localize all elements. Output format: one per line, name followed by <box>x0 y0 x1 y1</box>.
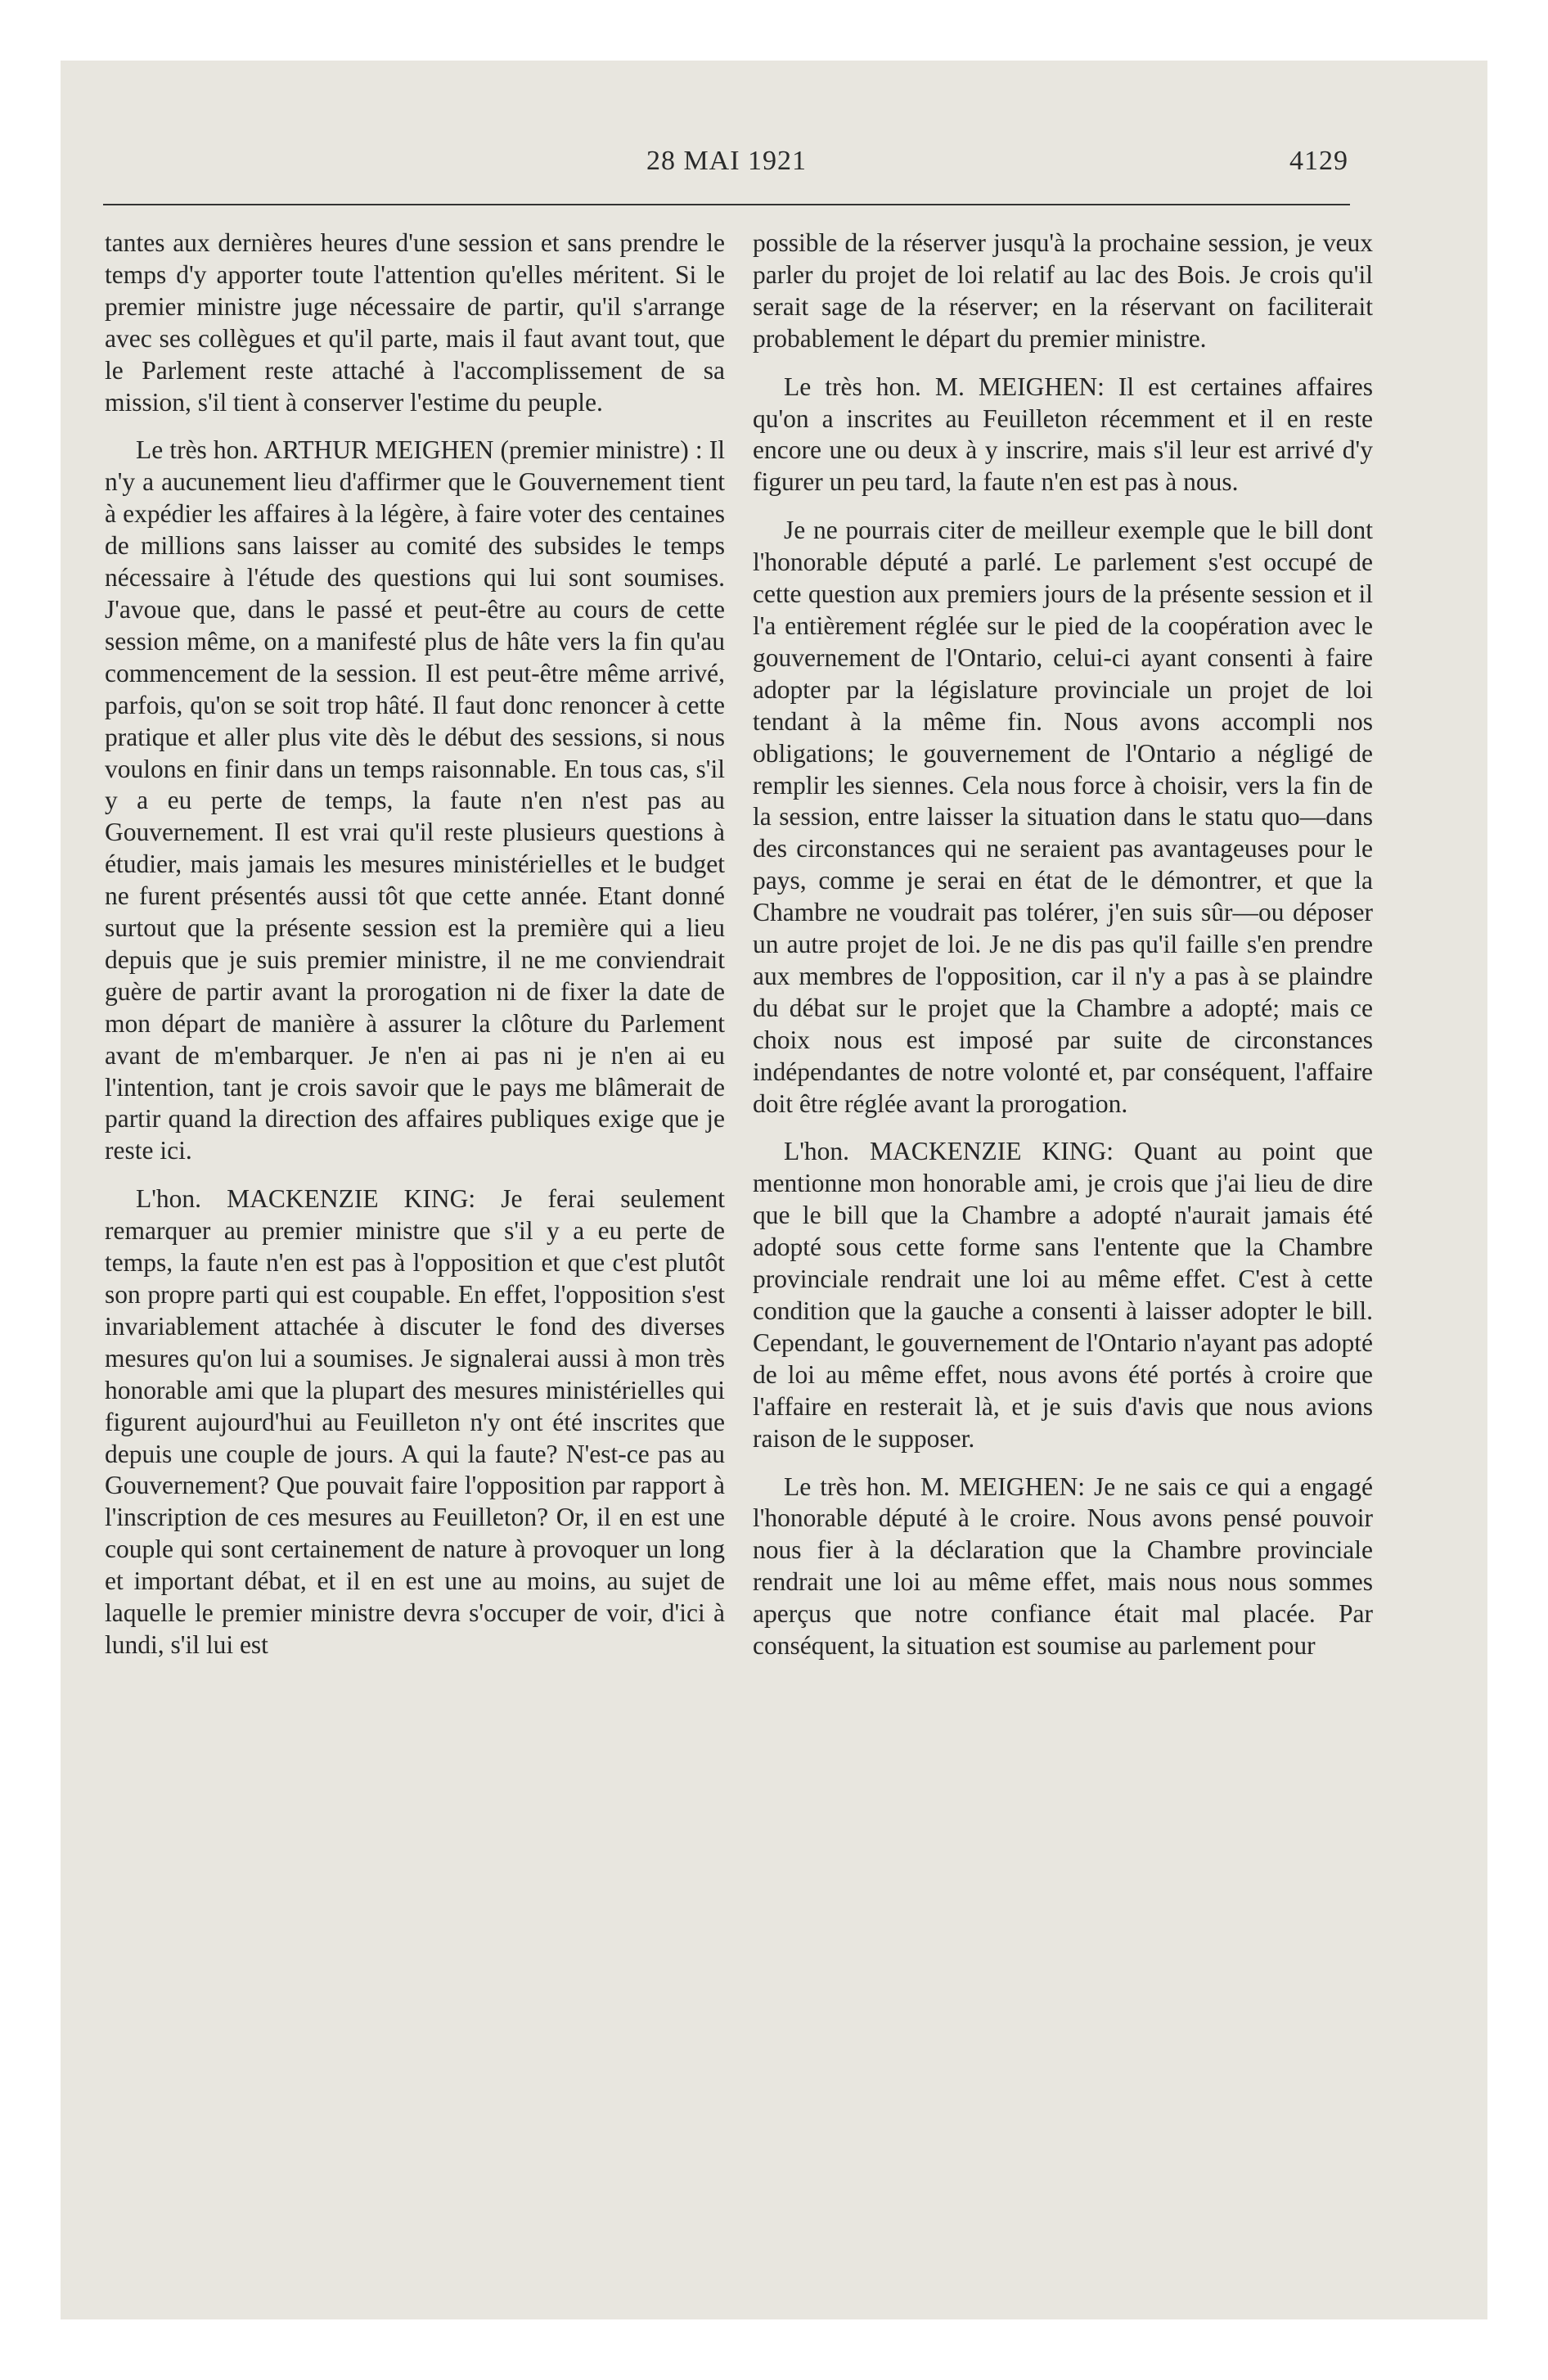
paragraph: L'hon. MACKENZIE KING: Quant au point que mentionne mon honorable ami, je crois que j'ai lieu de dire que le bill que la Chambre a adopté n'aurait jamais été adopté sous cette forme sans l'entente que la Chambre provinciale rendrait une loi au même effet. C'est à cette condition que la gauche a consenti à laisser adopter le bill. Cependant, le gouvernement de l'Ontario n'ayant pas adopté de loi au même effet, nous avons été portés à croire que l'affaire en resterait là, et je suis d'avis que nous avions raison de le supposer. <box>753 1137 1373 1453</box>
paragraph: tantes aux dernières heures d'une session et sans prendre le temps d'y apporter toute l'attention qu'elles méritent. Si le premier ministre juge nécessaire de partir, qu'il s'arrange avec ses collègues et qu'il parte, mais il faut avant tout, que le Parlement reste attaché à l'accomplissement de sa mission, s'il tient à conserver l'estime du peuple. <box>105 228 725 417</box>
paragraph: Le très hon. M. MEIGHEN: Je ne sais ce qui a engagé l'honorable député à le croire. Nous avons pensé pouvoir nous fier à la déclaration que la Chambre provinciale rendrait une loi au même effet, mais nous nous sommes aperçus que notre confiance était mal placée. Par conséquent, la situation est soumise au parlement pour <box>753 1472 1373 1661</box>
paragraph: Je ne pourrais citer de meilleur exemple que le bill dont l'honorable député a parlé. Le parlement s'est occupé de cette question aux premiers jours de la présente session et il l'a entièrement réglée sur le pied de la coopération avec le gouvernement de l'Ontario, celui-ci ayant consenti à faire adopter par la législature provinciale un projet de loi tendant à la même fin. Nous avons accompli nos obligations; le gouvernement de l'Ontario a négligé de remplir les siennes. Cela nous force à choisir, vers la fin de la session, entre laisser la situation dans le statu quo—dans des circonstances qui ne seraient pas avantageuses pour le pays, comme je serai en état de le démontrer, et que la Chambre ne voudrait pas tolérer, j'en suis sûr—ou déposer un autre projet de loi. Je ne dis pas qu'il faille s'en prendre aux membres de l'opposition, car il n'y a pas à se plaindre du débat sur le projet que la Chambre a adopté; mais ce choix nous est imposé par suite de circonstances indépendantes de notre volonté et, par conséquent, l'affaire doit être réglée avant la prorogation. <box>753 516 1373 1118</box>
left-column <box>105 228 725 1678</box>
page-number: 4129 <box>1289 146 1348 176</box>
header-rule <box>103 204 1350 205</box>
page-date: 28 MAI 1921 <box>646 146 808 176</box>
paragraph: Le très hon. M. MEIGHEN: Il est certaines affaires qu'on a inscrites au Feuilleton récemment et il en reste encore une ou deux à y inscrire, mais s'il leur est arrivé d'y figurer un peu tard, la faute n'en est pas à nous. <box>753 372 1373 497</box>
page-header <box>105 146 1348 187</box>
paragraph: possible de la réserver jusqu'à la prochaine session, je veux parler du projet de loi relatif au lac des Bois. Je crois qu'il serait sage de la réserver; en la réservant on faciliterait probablement le départ du premier ministre. <box>753 228 1373 353</box>
paragraph: L'hon. MACKENZIE KING: Je ferai seulement remarquer au premier ministre que s'il y a eu perte de temps, la faute n'en est pas à l'opposition et que c'est plutôt son propre parti qui est coupable. En effet, l'opposition s'est invariablement attachée à discuter le fond des diverses mesures qu'on lui a soumises. Je signalerai aussi à mon très honorable ami que la plupart des mesures ministérielles qui figurent aujourd'hui au Feuilleton n'y ont été inscrites que depuis une couple de jours. A qui la faute? N'est-ce pas au Gouvernement? Que pouvait faire l'opposition par rapport à l'inscription de ces mesures au Feuilleton? Or, il en est une couple qui sont certainement de nature à provoquer un long et important débat, et il en est une au moins, au sujet de laquelle le premier ministre devra s'occuper de voir, d'ici à lundi, s'il lui est <box>105 1184 725 1659</box>
paragraph: Le très hon. ARTHUR MEIGHEN (premier ministre) : Il n'y a aucunement lieu d'affirmer que le Gouvernement tient à expédier les affaires à la légère, à faire voter des centaines de millions sans laisser au comité des subsides le temps nécessaire à l'étude des questions qui lui sont soumises. J'avoue que, dans le passé et peut-être au cours de cette session même, on a manifesté plus de hâte vers la fin qu'au commencement de la session. Il est peut-être même arrivé, parfois, qu'on se soit trop hâté. Il faut donc renoncer à cette pratique et aller plus vite dès le début des sessions, si nous voulons en finir dans un temps raisonnable. En tous cas, s'il y a eu perte de temps, la faute n'en n'est pas au Gouvernement. Il est vrai qu'il reste plusieurs questions à étudier, mais jamais les mesures ministérielles et le budget ne furent présentés aussi tôt que cette année. Etant donné surtout que la présente session est la première qui a lieu depuis que je suis premier ministre, il ne me conviendrait guère de partir avant la prorogation ni de fixer la date de mon départ de manière à assurer la clôture du Parlement avant de m'embarquer. Je n'en ai pas ni je n'en ai eu l'intention, tant je crois savoir que le pays me blâmerait de partir quand la direction des affaires publiques exige que je reste ici. <box>105 435 725 1165</box>
right-column <box>753 228 1373 1679</box>
